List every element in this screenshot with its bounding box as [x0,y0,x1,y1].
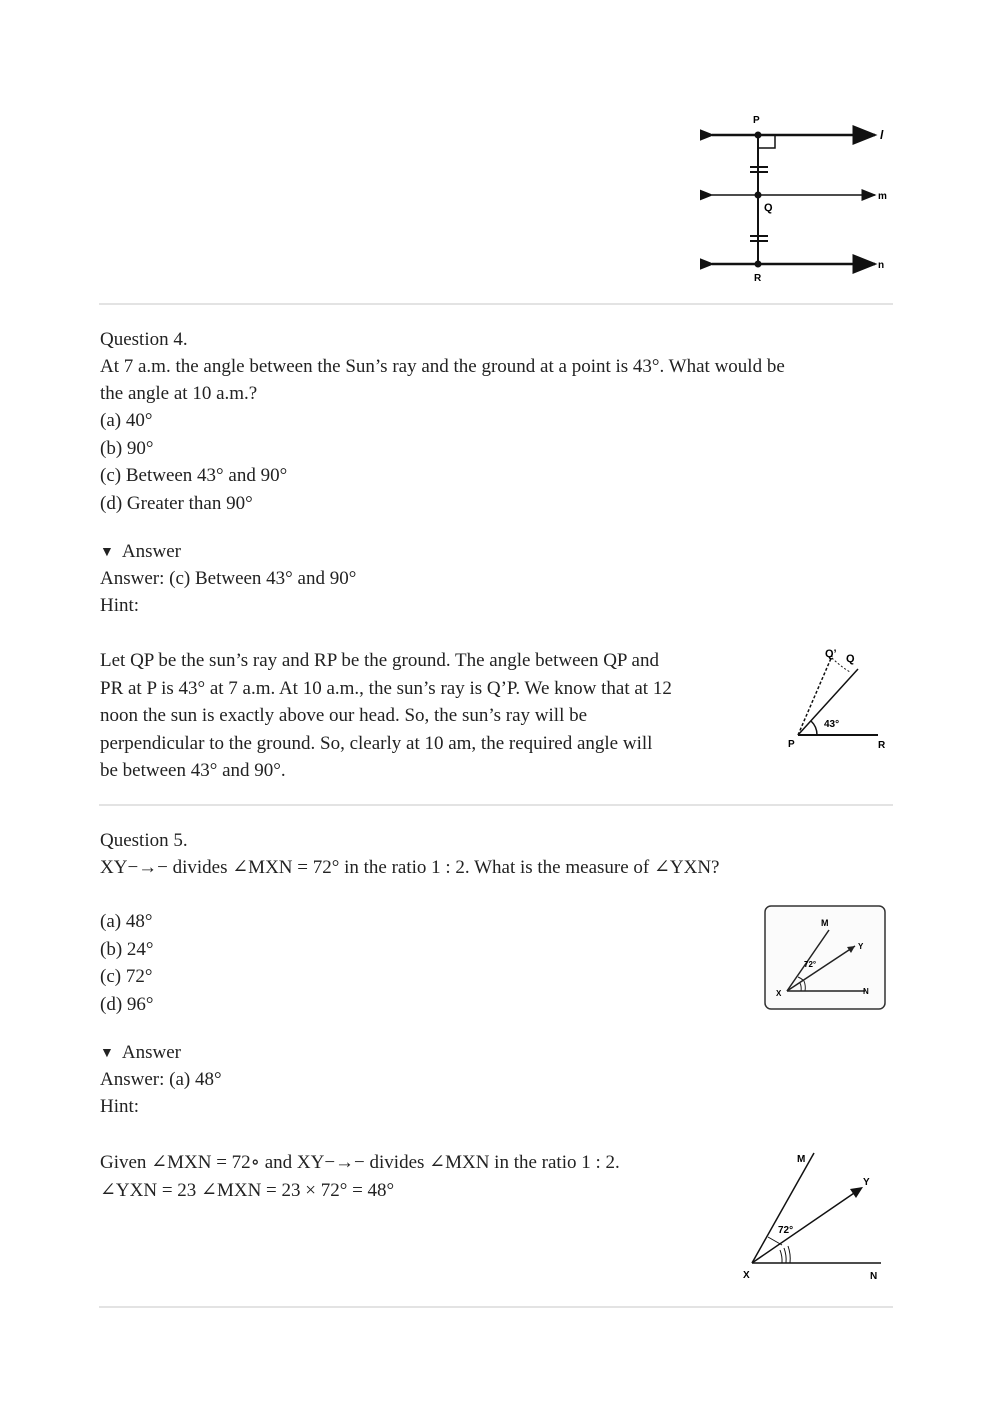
q5-hint-n: N [870,1271,878,1282]
q5-hint-label: Hint: [100,1096,140,1117]
label-p: P [753,115,760,126]
q4-figure-angle: 43° [824,719,840,730]
q5-answer-toggle-label: Answer [121,1042,181,1063]
question-4-text-line1: At 7 a.m. the angle between the Sun’s ray and the ground at a point is 43°. What would be [100,356,785,377]
q4-hint-line: PR at P is 43° at 7 a.m. At 10 a.m., the sun’s ray is Q’P. We know that at 12 [100,678,672,699]
q5-box-x: X [776,989,782,998]
q5-answer: Answer: (a) 48° [100,1069,222,1090]
q4-hint-label: Hint: [100,595,140,616]
q4-answer: Answer: (c) Between 43° and 90° [100,568,357,589]
q5-answer-toggle[interactable] [100,1039,181,1069]
q4-figure-qprime: Q’ [825,648,837,660]
divider [99,303,893,305]
q5-hint-m: M [797,1154,806,1165]
label-r: R [754,273,762,284]
q5-option-b: (b) 24° [100,939,154,960]
q4-hint-line: be between 43° and 90°. [100,760,286,781]
q5-box-m: M [821,918,829,928]
q5-option-a: (a) 48° [100,911,153,932]
q5-hint-angle: 72° [778,1225,794,1236]
triangle-down-icon: ▼ [100,545,114,560]
q5-option-c: (c) 72° [100,966,153,987]
question-5-text: XY−→− divides ∠MXN = 72° in the ratio 1 : 2. What is the measure of ∠YXN? [100,857,720,878]
q4-option-a: (a) 40° [100,410,153,431]
question-4-title: Question 4. [100,329,188,350]
q4-hint-line: perpendicular to the ground. So, clearly at 10 am, the required angle will [100,733,653,754]
q4-hint-line: Let QP be the sun’s ray and RP be the ground. The angle between QP and [100,650,659,671]
question-5-title: Question 5. [100,830,188,851]
angle-bisect-figure [738,1145,898,1290]
label-l: l [880,128,884,142]
q4-option-b: (b) 90° [100,438,154,459]
q5-box-y: Y [858,942,864,951]
q4-answer-toggle[interactable] [100,538,181,568]
triangle-down-icon: ▼ [100,1046,114,1061]
label-m: m [878,191,887,202]
sun-ray-angle-figure [780,642,900,757]
q4-hint-line: noon the sun is exactly above our head. So, the sun’s ray will be [100,705,588,726]
q4-figure-q: Q [846,653,855,665]
label-q: Q [764,202,773,214]
q5-box-n: N [863,987,869,996]
parallel-lines-figure [700,108,900,288]
q5-option-d: (d) 96° [100,994,154,1015]
q5-hint-line: ∠YXN = 23 ∠MXN = 23 × 72° = 48° [100,1180,395,1201]
q5-box-angle: 72° [804,960,817,969]
angle-bisect-figure-boxed [763,904,887,1012]
q5-hint-x: X [743,1270,750,1281]
divider [99,1306,893,1308]
q4-figure-r: R [878,740,886,751]
divider [99,804,893,806]
q4-option-d: (d) Greater than 90° [100,493,253,514]
q4-answer-toggle-label: Answer [121,541,181,562]
q4-option-c: (c) Between 43° and 90° [100,465,288,486]
label-n: n [878,260,885,271]
question-4-text-line2: the angle at 10 a.m.? [100,383,258,404]
q5-hint-y: Y [863,1177,870,1188]
q5-hint-line: Given ∠MXN = 72∘ and XY−→− divides ∠MXN in the ratio 1 : 2. [100,1152,620,1173]
q4-figure-p: P [788,739,795,750]
